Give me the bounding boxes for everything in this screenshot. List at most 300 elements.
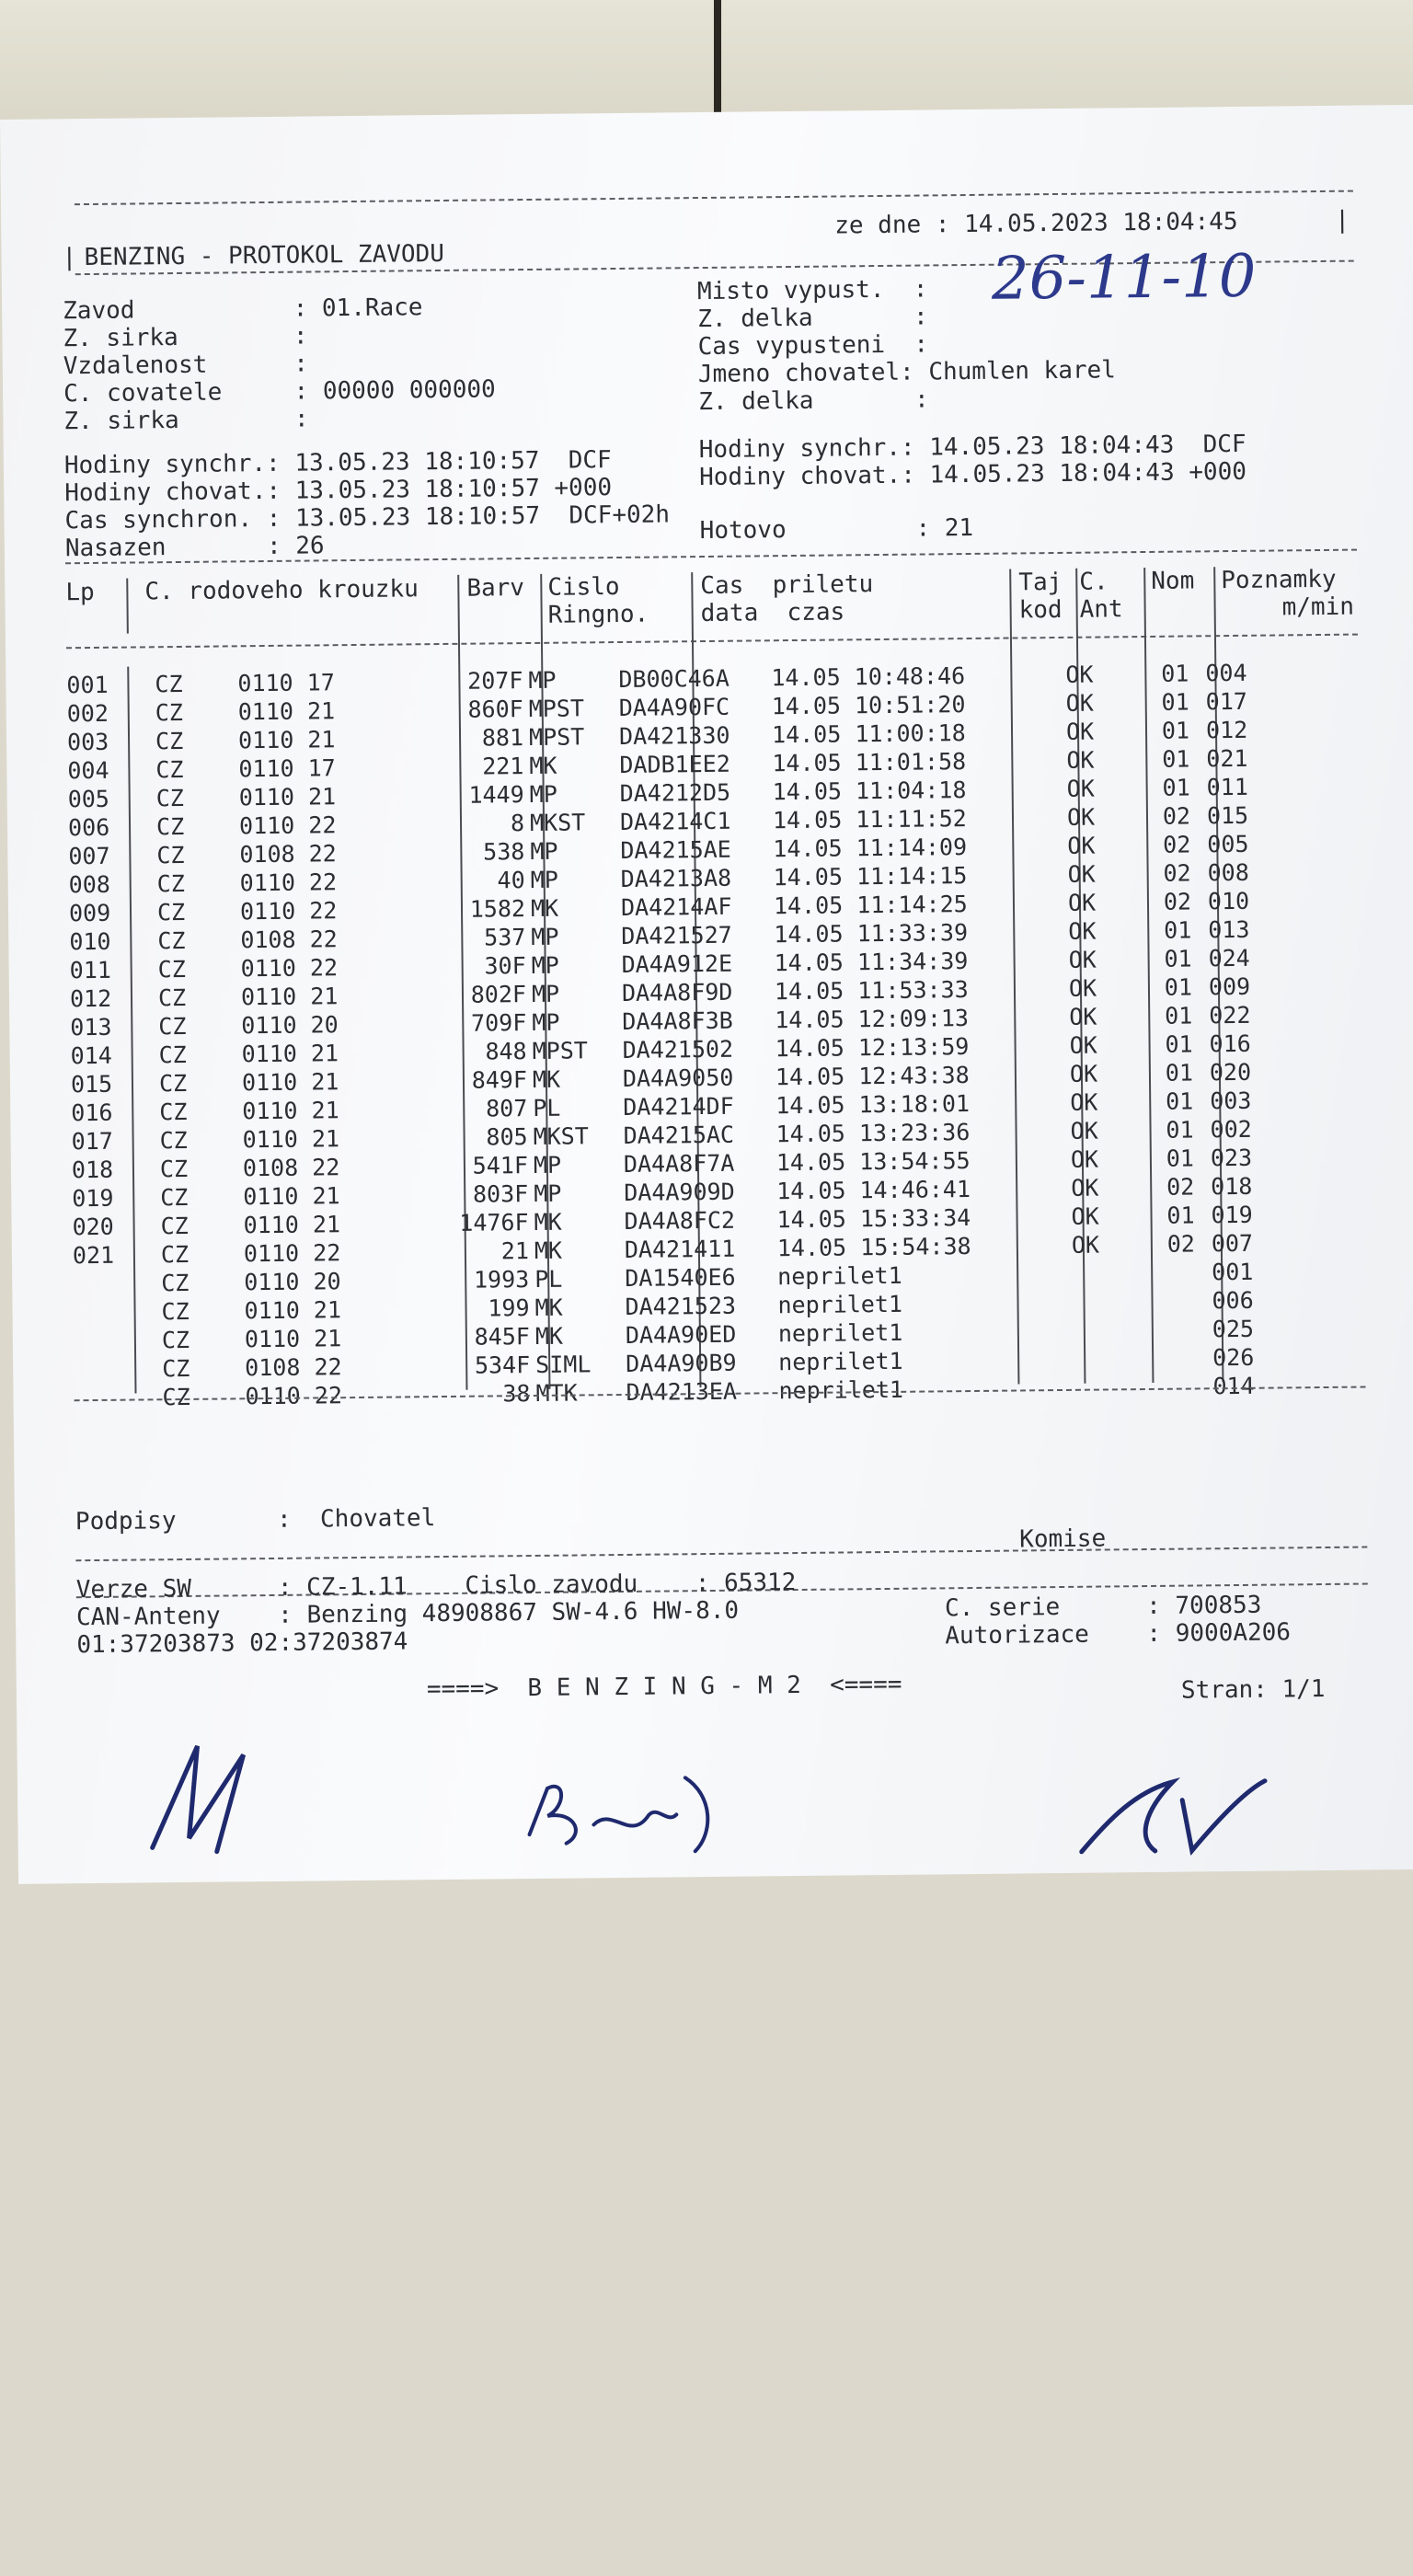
cell-num: 709F [470,1008,527,1037]
cell-lp: 019 [72,1184,114,1212]
cell-ant: 01 [1164,972,1193,1001]
cell-color: MP [528,666,557,694]
cell-kod: OK [1065,718,1095,745]
cell-chip: DA4214DF [623,1092,734,1121]
cell-chip: DA4215AE [620,835,731,864]
cell-color: MK [534,1294,563,1321]
cell-lp: 004 [67,756,109,784]
cell-chip: DA4212D5 [619,778,731,807]
cell-ring: 0110 21 [243,1210,341,1238]
cell-time: 14.05 11:14:25 [773,890,968,919]
sync-line: Hodiny chovat.: 14.05.23 18:04:43 +000 [698,457,1247,492]
cell-ring: 0110 21 [240,982,339,1010]
cell-color: PL [534,1265,563,1293]
cell-color: MP [529,780,557,808]
cell-time: neprilet1 [777,1318,903,1347]
date-line: ze dne : 14.05.2023 18:04:45 [834,207,1238,240]
cell-ring: 0110 21 [237,696,336,725]
cell-ant: 02 [1166,1229,1196,1258]
cell-num: 40 [497,866,525,893]
cell-num: 1449 [468,780,524,809]
cell-chip: DB00C46A [618,664,729,693]
cell-time: 14.05 14:46:41 [776,1175,971,1204]
cell-num: 8 [510,809,525,836]
cell-lp: 016 [71,1098,113,1126]
cell-ant: 01 [1165,1001,1193,1029]
cell-time: 14.05 11:53:33 [774,975,969,1005]
cell-kod [1060,1344,1137,1374]
cell-color: MPST [528,722,585,751]
cell-chip: DA4A8F9D [621,978,733,1006]
cell-num: 1476F [459,1208,529,1236]
cell-kod: OK [1068,917,1097,945]
cell-cz: CZ [161,1297,190,1325]
cell-chip: DA4A90FC [618,693,730,721]
commission-label: Komise [1019,1524,1107,1554]
column-header-arrival: Cas priletu [700,570,874,601]
cell-time: 14.05 15:54:38 [776,1232,971,1261]
cell-cz: CZ [155,727,184,754]
cell-lp [74,1355,125,1385]
cell-time: 14.05 11:11:52 [772,804,967,834]
cell-nom: 002 [1210,1115,1252,1143]
cell-num: 805 [486,1122,528,1151]
info-line: Z. delka : [698,385,929,417]
cell-num: 848 [485,1037,527,1065]
cell-kod: OK [1070,1088,1098,1116]
cell-lp: 012 [69,984,112,1012]
cell-nom: 026 [1212,1343,1255,1371]
cell-chip: DA1540E6 [625,1263,736,1292]
cell-ant [1137,1343,1203,1373]
cell-color: MKST [529,808,586,836]
cell-ant: 01 [1165,1058,1194,1087]
cell-ant: 01 [1166,1201,1195,1229]
column-header-notes: m/min [1281,592,1355,622]
cell-cz: CZ [162,1383,190,1410]
cell-color: MP [531,951,559,979]
info-line: Zavod : 01.Race [63,293,423,326]
cell-kod: OK [1068,974,1097,1002]
cell-kod [1059,1259,1136,1288]
cell-nom: 013 [1208,915,1250,943]
footer-line: Verze SW : CZ-1.11 Cislo zavodu : 65312 [75,1569,797,1604]
cell-kod: OK [1069,1003,1097,1030]
cell-nom: 016 [1209,1029,1251,1057]
cell-kod: OK [1065,689,1094,717]
cell-nom: 005 [1207,830,1249,857]
cell-color: MK [529,752,557,779]
device-banner: ====> B E N Z I N G - M 2 <==== [426,1670,902,1704]
cell-ant: 01 [1162,744,1190,773]
cell-time: 14.05 13:18:01 [775,1089,971,1119]
column-header-notes: Poznamky [1221,565,1337,595]
footer-line: Autorizace : 9000A206 [945,1618,1292,1650]
cell-lp: 011 [69,956,111,983]
cell-ant: 01 [1164,944,1192,972]
cell-num: 802F [470,980,527,1008]
cell-nom: 021 [1206,744,1248,772]
page-number: Stran: 1/1 [1180,1675,1326,1705]
cell-cz: CZ [156,898,186,926]
footer-line: 01:37203873 02:37203874 [76,1627,408,1660]
cell-lp: 001 [66,671,109,698]
info-line: Misto vypust. : [696,275,928,306]
cell-ring: 0108 22 [239,839,337,868]
column-header-arrival: data czas [700,598,845,628]
cell-color: MP [530,866,558,893]
cell-lp: 021 [72,1241,115,1269]
cell-chip: DA4215AC [623,1121,735,1149]
cell-time: 14.05 11:34:39 [774,947,969,976]
cell-chip: DA4214C1 [619,807,731,835]
cell-lp: 007 [68,842,110,869]
column-header-color: Barv [466,574,525,603]
cell-lp: 006 [67,813,110,841]
cell-ant: 01 [1166,1115,1194,1144]
cell-time: neprilet1 [777,1290,903,1318]
paper-sheet [0,105,1413,1884]
cell-ant: 01 [1164,915,1192,944]
cell-chip: DA421330 [618,721,730,750]
cell-num: 881 [481,723,524,752]
cell-cz: CZ [160,1240,190,1268]
info-line: Jmeno chovatel: Chumlen karel [697,356,1117,389]
cell-ring: 0110 22 [240,953,339,982]
cell-kod: OK [1066,803,1096,831]
cell-num: 21 [500,1236,530,1264]
cell-cz: CZ [158,1069,188,1097]
cell-nom: 025 [1212,1315,1255,1342]
cell-color: MTK [535,1379,578,1407]
cell-ant: 02 [1163,830,1191,858]
cell-ant [1136,1258,1202,1287]
cell-ring: 0110 21 [242,1096,339,1124]
cell-time: 14.05 10:51:20 [771,690,966,719]
cell-ring: 0110 22 [239,868,338,896]
cell-nom: 010 [1207,887,1250,914]
column-header-code: Taj [1018,568,1063,597]
cell-chip: DA421502 [622,1035,734,1064]
cell-color: MKST [533,1121,589,1150]
cell-chip: DA4A8F3B [622,1006,733,1035]
cell-kod [1060,1373,1137,1402]
cell-lp: 018 [71,1156,114,1183]
cell-cz: CZ [157,955,186,983]
cell-ring: 0110 17 [237,668,335,696]
cell-chip: DA4A8F7A [623,1149,735,1178]
cell-time: 14.05 10:48:46 [771,661,966,691]
cell-nom: 003 [1210,1087,1252,1114]
document-title: BENZING - PROTOKOL ZAVODU [84,239,445,272]
cell-ant: 01 [1162,773,1190,801]
cell-nom: 018 [1211,1172,1253,1200]
info-line: Vzdalenost : [63,350,309,381]
cell-cz: CZ [158,1012,187,1040]
cell-time: 14.05 11:33:39 [774,918,969,948]
cell-ant: 01 [1166,1144,1195,1172]
cell-ant [1136,1286,1202,1316]
cell-ant: 02 [1163,887,1192,915]
cell-ring: 0110 20 [241,1010,339,1039]
cell-ant: 01 [1165,1029,1193,1058]
cell-chip: DA421523 [625,1292,737,1320]
table-border-bar: | [1335,206,1350,235]
sync-line: Hotovo : 21 [699,513,974,546]
cell-ring: 0110 21 [241,1067,339,1096]
cell-num: 849F [471,1065,528,1094]
cell-ring: 0110 21 [244,1324,342,1352]
cell-ant: 02 [1162,801,1191,830]
results-table [66,659,1273,1413]
cell-chip: DA4A8FC2 [624,1206,736,1235]
cell-nom: 022 [1209,1001,1251,1029]
signatures-label: Podpisy : Chovatel [75,1504,436,1536]
cell-time: 14.05 12:13:59 [775,1032,970,1062]
cell-ring: 0110 22 [239,896,338,925]
cell-cz: CZ [157,926,186,954]
cell-cz: CZ [155,698,184,726]
cell-num: 807 [485,1094,528,1122]
column-header-code: kod [1018,595,1063,625]
cell-ant: 02 [1163,858,1191,887]
column-header-chip: Ringno. [547,600,649,629]
cell-color: MP [534,1179,562,1207]
cell-ring: 0110 21 [244,1295,342,1324]
cell-time: neprilet1 [778,1375,904,1404]
cell-cz: CZ [155,755,184,783]
cell-color: MK [534,1236,563,1264]
cell-chip: DA4A909D [624,1178,735,1206]
cell-ring: 0110 21 [243,1181,340,1210]
cell-chip: DA4213EA [626,1377,738,1406]
cell-cz: CZ [155,812,185,840]
cell-color: MP [533,1151,562,1179]
cell-kod: OK [1066,775,1095,802]
cell-kod: OK [1068,946,1097,973]
cell-nom: 001 [1212,1258,1254,1285]
cell-num: 38 [502,1379,531,1407]
cell-time: 14.05 12:09:13 [775,1004,970,1033]
cell-ring: 0108 22 [240,925,338,953]
cell-lp: 013 [70,1013,112,1041]
footer-line: CAN-Anteny : Benzing 48908867 SW-4.6 HW-8.0 [75,1596,740,1632]
cell-chip: DA421411 [624,1235,736,1263]
signature-3 [1072,1763,1275,1857]
cell-chip: DADB1EE2 [619,750,730,778]
cell-kod: OK [1071,1174,1099,1202]
cell-cz: CZ [159,1098,188,1125]
cell-time: 14.05 13:54:55 [775,1146,971,1176]
cell-nom: 024 [1208,944,1250,972]
cell-nom: 009 [1208,972,1251,1000]
background-edge [714,0,721,120]
cell-nom: 014 [1212,1372,1255,1399]
cell-num: 1993 [473,1265,530,1294]
cell-chip: DA4214AF [620,892,732,921]
cell-num: 30F [484,951,526,980]
cell-time: 14.05 11:00:18 [771,719,966,748]
cell-time: 14.05 13:23:36 [775,1118,971,1147]
cell-cz: CZ [160,1212,189,1239]
cell-ant: 01 [1161,716,1190,744]
cell-cz: CZ [155,670,183,697]
cell-kod: OK [1070,1145,1099,1173]
cell-num: 541F [472,1151,529,1179]
cell-cz: CZ [162,1354,190,1382]
handwritten-release-code: 26-11-10 [991,242,1257,314]
cell-num: 860F [467,695,523,723]
cell-kod: OK [1071,1202,1099,1230]
cell-color: MP [531,980,560,1007]
cell-color: MK [532,1065,561,1093]
cell-ant: 01 [1165,1087,1194,1115]
cell-ring: 0108 22 [245,1352,342,1381]
cell-lp: 020 [72,1213,114,1240]
info-line: Z. delka : [697,303,928,334]
cell-cz: CZ [159,1155,189,1182]
cell-ant [1137,1315,1203,1344]
cell-ant: 01 [1161,687,1189,716]
cell-kod: OK [1067,832,1096,859]
cell-ring: 0110 21 [241,1039,339,1067]
cell-nom: 011 [1206,773,1248,800]
cell-ring: 0110 22 [243,1238,341,1267]
cell-lp: 002 [66,699,109,727]
cell-num: 845F [474,1322,531,1351]
sync-line: Nasazen : 26 [64,532,325,563]
cell-cz: CZ [157,983,187,1011]
cell-color: PL [533,1094,561,1121]
cell-ring: 0110 22 [238,811,337,839]
cell-chip: DA4213A8 [620,864,732,892]
info-line: Z. sirka : [63,405,309,436]
cell-num: 538 [483,837,525,866]
cell-kod: OK [1071,1231,1100,1259]
cell-ring: 0110 17 [238,753,336,782]
cell-num: 1582 [469,894,526,923]
cell-ring: 0110 21 [242,1124,340,1153]
race-protocol-document [61,105,1385,1857]
cell-ring: 0110 20 [244,1267,341,1295]
cell-nom: 023 [1210,1144,1253,1171]
cell-chip: DA4A912E [621,949,733,978]
cell-time: 14.05 15:33:34 [776,1203,971,1233]
cell-kod: OK [1067,860,1096,888]
cell-nom: 004 [1205,659,1247,686]
column-header-chip: Cislo [547,572,620,602]
cell-time: 14.05 11:14:09 [773,833,968,862]
cell-ring: 0110 21 [238,782,337,811]
cell-ring: 0108 22 [242,1153,340,1181]
cell-color: MK [534,1322,564,1350]
cell-nom: 006 [1212,1286,1254,1314]
signature-1 [132,1736,281,1857]
cell-num: 537 [484,923,526,951]
cell-ant: 01 [1161,660,1189,687]
cell-nom: 007 [1211,1229,1254,1257]
cell-lp: 003 [66,728,109,755]
cell-cz: CZ [155,784,184,811]
cell-time: 14.05 12:43:38 [775,1061,970,1090]
cell-color: MK [534,1208,562,1236]
cell-lp: 014 [70,1041,112,1069]
cell-color: MP [531,923,559,950]
cell-lp [73,1298,124,1328]
cell-color: MP [532,1008,560,1036]
signature-2 [511,1759,751,1863]
cell-color: MK [530,894,559,922]
cell-time: 14.05 11:14:15 [773,861,968,891]
column-header-ring: C. rodoveho krouzku [144,575,419,606]
cell-time: neprilet1 [778,1347,903,1375]
cell-num: 803F [472,1179,529,1208]
sync-line: Hodiny synchr.: 14.05.23 18:04:43 DCF [698,430,1246,465]
cell-lp: 015 [70,1070,113,1098]
cell-lp: 017 [71,1127,113,1155]
cell-kod: OK [1066,746,1095,774]
cell-cz: CZ [159,1126,188,1154]
sync-line: Hodiny synchr.: 13.05.23 18:10:57 DCF [63,446,612,480]
cell-ant: 02 [1166,1172,1195,1201]
cell-color: MPST [528,694,585,722]
cell-color: SIML [535,1350,592,1378]
column-header-nom: Nom [1151,567,1195,595]
cell-num: 207F [467,666,523,695]
cell-time: 14.05 11:01:58 [772,747,967,776]
cell-nom: 012 [1205,716,1248,743]
cell-nom: 015 [1206,801,1249,829]
cell-nom: 017 [1205,687,1247,715]
info-line: Z. sirka : [63,322,308,353]
cell-kod: OK [1067,889,1097,916]
sync-line: Hodiny chovat.: 13.05.23 18:10:57 +000 [64,474,613,508]
cell-lp: 005 [67,785,110,812]
cell-cz: CZ [161,1269,190,1296]
cell-color: MPST [532,1036,588,1064]
cell-kod: OK [1065,661,1094,688]
cell-lp [74,1384,125,1413]
cell-chip: DA4A9050 [622,1064,734,1092]
cell-num: 221 [482,752,524,780]
cell-kod: OK [1069,1060,1098,1087]
cell-cz: CZ [161,1326,190,1353]
cell-time: neprilet1 [777,1261,902,1290]
cell-lp [74,1327,125,1356]
cell-lp [73,1270,124,1299]
cell-cz: CZ [156,869,185,897]
cell-ring: 0110 21 [237,725,336,753]
cell-cz: CZ [156,841,185,868]
cell-kod: OK [1070,1117,1098,1144]
cell-cz: CZ [158,1041,187,1068]
cell-nom: 008 [1207,858,1249,886]
cell-color: MP [530,837,558,865]
cell-ring: 0110 22 [245,1381,343,1409]
table-border-bar: | [62,244,77,272]
cell-lp: 010 [69,927,111,955]
column-header-antenna: C. [1079,568,1109,596]
cell-kod [1059,1287,1136,1317]
cell-kod [1060,1316,1137,1345]
cell-cz: CZ [160,1183,189,1211]
cell-num: 534F [474,1351,531,1379]
cell-lp: 009 [68,899,111,926]
footer-line: C. serie : 700853 [944,1591,1262,1623]
cell-nom: 020 [1209,1058,1252,1086]
cell-chip: DA4A90B9 [626,1349,737,1377]
column-header-lp: Lp [65,578,95,607]
